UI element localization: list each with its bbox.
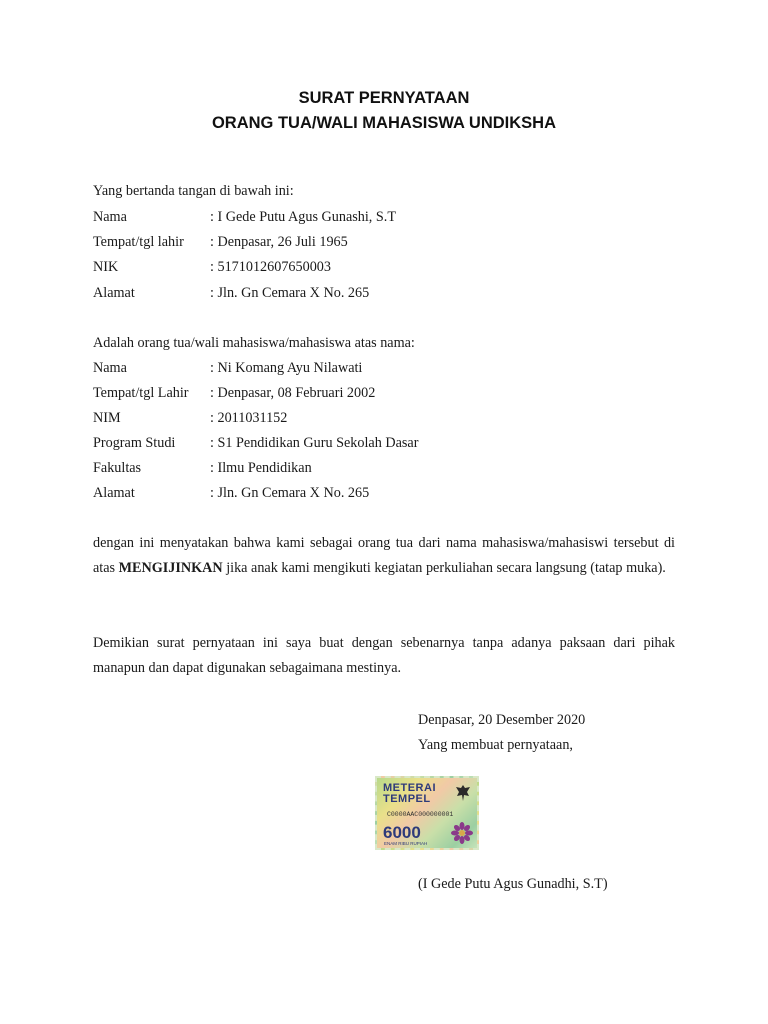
stamp-line1: METERAI xyxy=(383,782,436,794)
stamp-line2: TEMPEL xyxy=(383,793,431,805)
student-nim-label: NIM xyxy=(93,410,121,426)
statement-paragraph xyxy=(93,531,675,582)
student-intro-text: Adalah orang tua/wali mahasiswa/mahasiswa atas nama: xyxy=(93,335,415,351)
parent-birth-label: Tempat/tgl lahir xyxy=(93,234,184,250)
intro-text: Yang bertanda tangan di bawah ini: xyxy=(93,183,294,199)
document-title: SURAT PERNYATAAN xyxy=(298,89,470,107)
student-name-label: Nama xyxy=(93,360,127,376)
stamp-amount: 6000 xyxy=(383,823,421,842)
closing-paragraph: Demikian surat pernyataan ini saya buat dengan sebenarnya tanpa adanya paksaan dari pihak manapun dan dapat digunakan sebagaimana mestinya. xyxy=(93,635,675,677)
parent-name-label: Nama xyxy=(93,209,127,225)
revenue-stamp xyxy=(375,776,479,850)
student-faculty-label: Fakultas xyxy=(93,460,142,476)
statement-text-after: jika anak kami mengikuti kegiatan perkuliahan secara langsung (tatap muka). xyxy=(222,560,666,577)
stamp-serial: C0000AAC000000001 xyxy=(387,811,454,818)
student-program-value: : S1 Pendidikan Guru Sekolah Dasar xyxy=(210,435,419,451)
statement-text-before: dengan ini menyatakan bahwa kami sebagai orang tua dari nama mahasiswa/mahasiswi tersebut di atas xyxy=(93,535,675,577)
stamp-amount-words: ENAM RIBU RUPIAH xyxy=(384,841,428,846)
signer-name: (I Gede Putu Agus Gunadhi, S.T) xyxy=(418,876,608,892)
student-faculty-value: : Ilmu Pendidikan xyxy=(210,460,312,476)
parent-address-value: : Jln. Gn Cemara X No. 265 xyxy=(210,285,370,301)
flower-seal-icon xyxy=(451,822,473,844)
parent-nik-value: : 5171012607650003 xyxy=(210,259,331,275)
document-subtitle: ORANG TUA/WALI MAHASISWA UNDIKSHA xyxy=(211,114,557,132)
student-birth-label: Tempat/tgl Lahir xyxy=(93,385,189,401)
student-address-value: : Jln. Gn Cemara X No. 265 xyxy=(210,485,370,501)
parent-address-label: Alamat xyxy=(93,285,135,301)
student-name-value: : Ni Komang Ayu Nilawati xyxy=(210,360,363,376)
place-date: Denpasar, 20 Desember 2020 xyxy=(418,712,586,728)
statement-permission: MENGIJINKAN xyxy=(118,560,223,577)
student-address-label: Alamat xyxy=(93,485,135,501)
parent-birth-value: : Denpasar, 26 Juli 1965 xyxy=(210,234,348,250)
parent-nik-label: NIK xyxy=(93,259,119,275)
parent-name-value: : I Gede Putu Agus Gunashi, S.T xyxy=(210,209,397,225)
signer-role: Yang membuat pernyataan, xyxy=(418,737,573,753)
garuda-emblem-icon xyxy=(455,784,471,802)
student-birth-value: : Denpasar, 08 Februari 2002 xyxy=(210,385,376,401)
student-nim-value: : 2011031152 xyxy=(210,410,288,426)
student-program-label: Program Studi xyxy=(93,435,176,451)
